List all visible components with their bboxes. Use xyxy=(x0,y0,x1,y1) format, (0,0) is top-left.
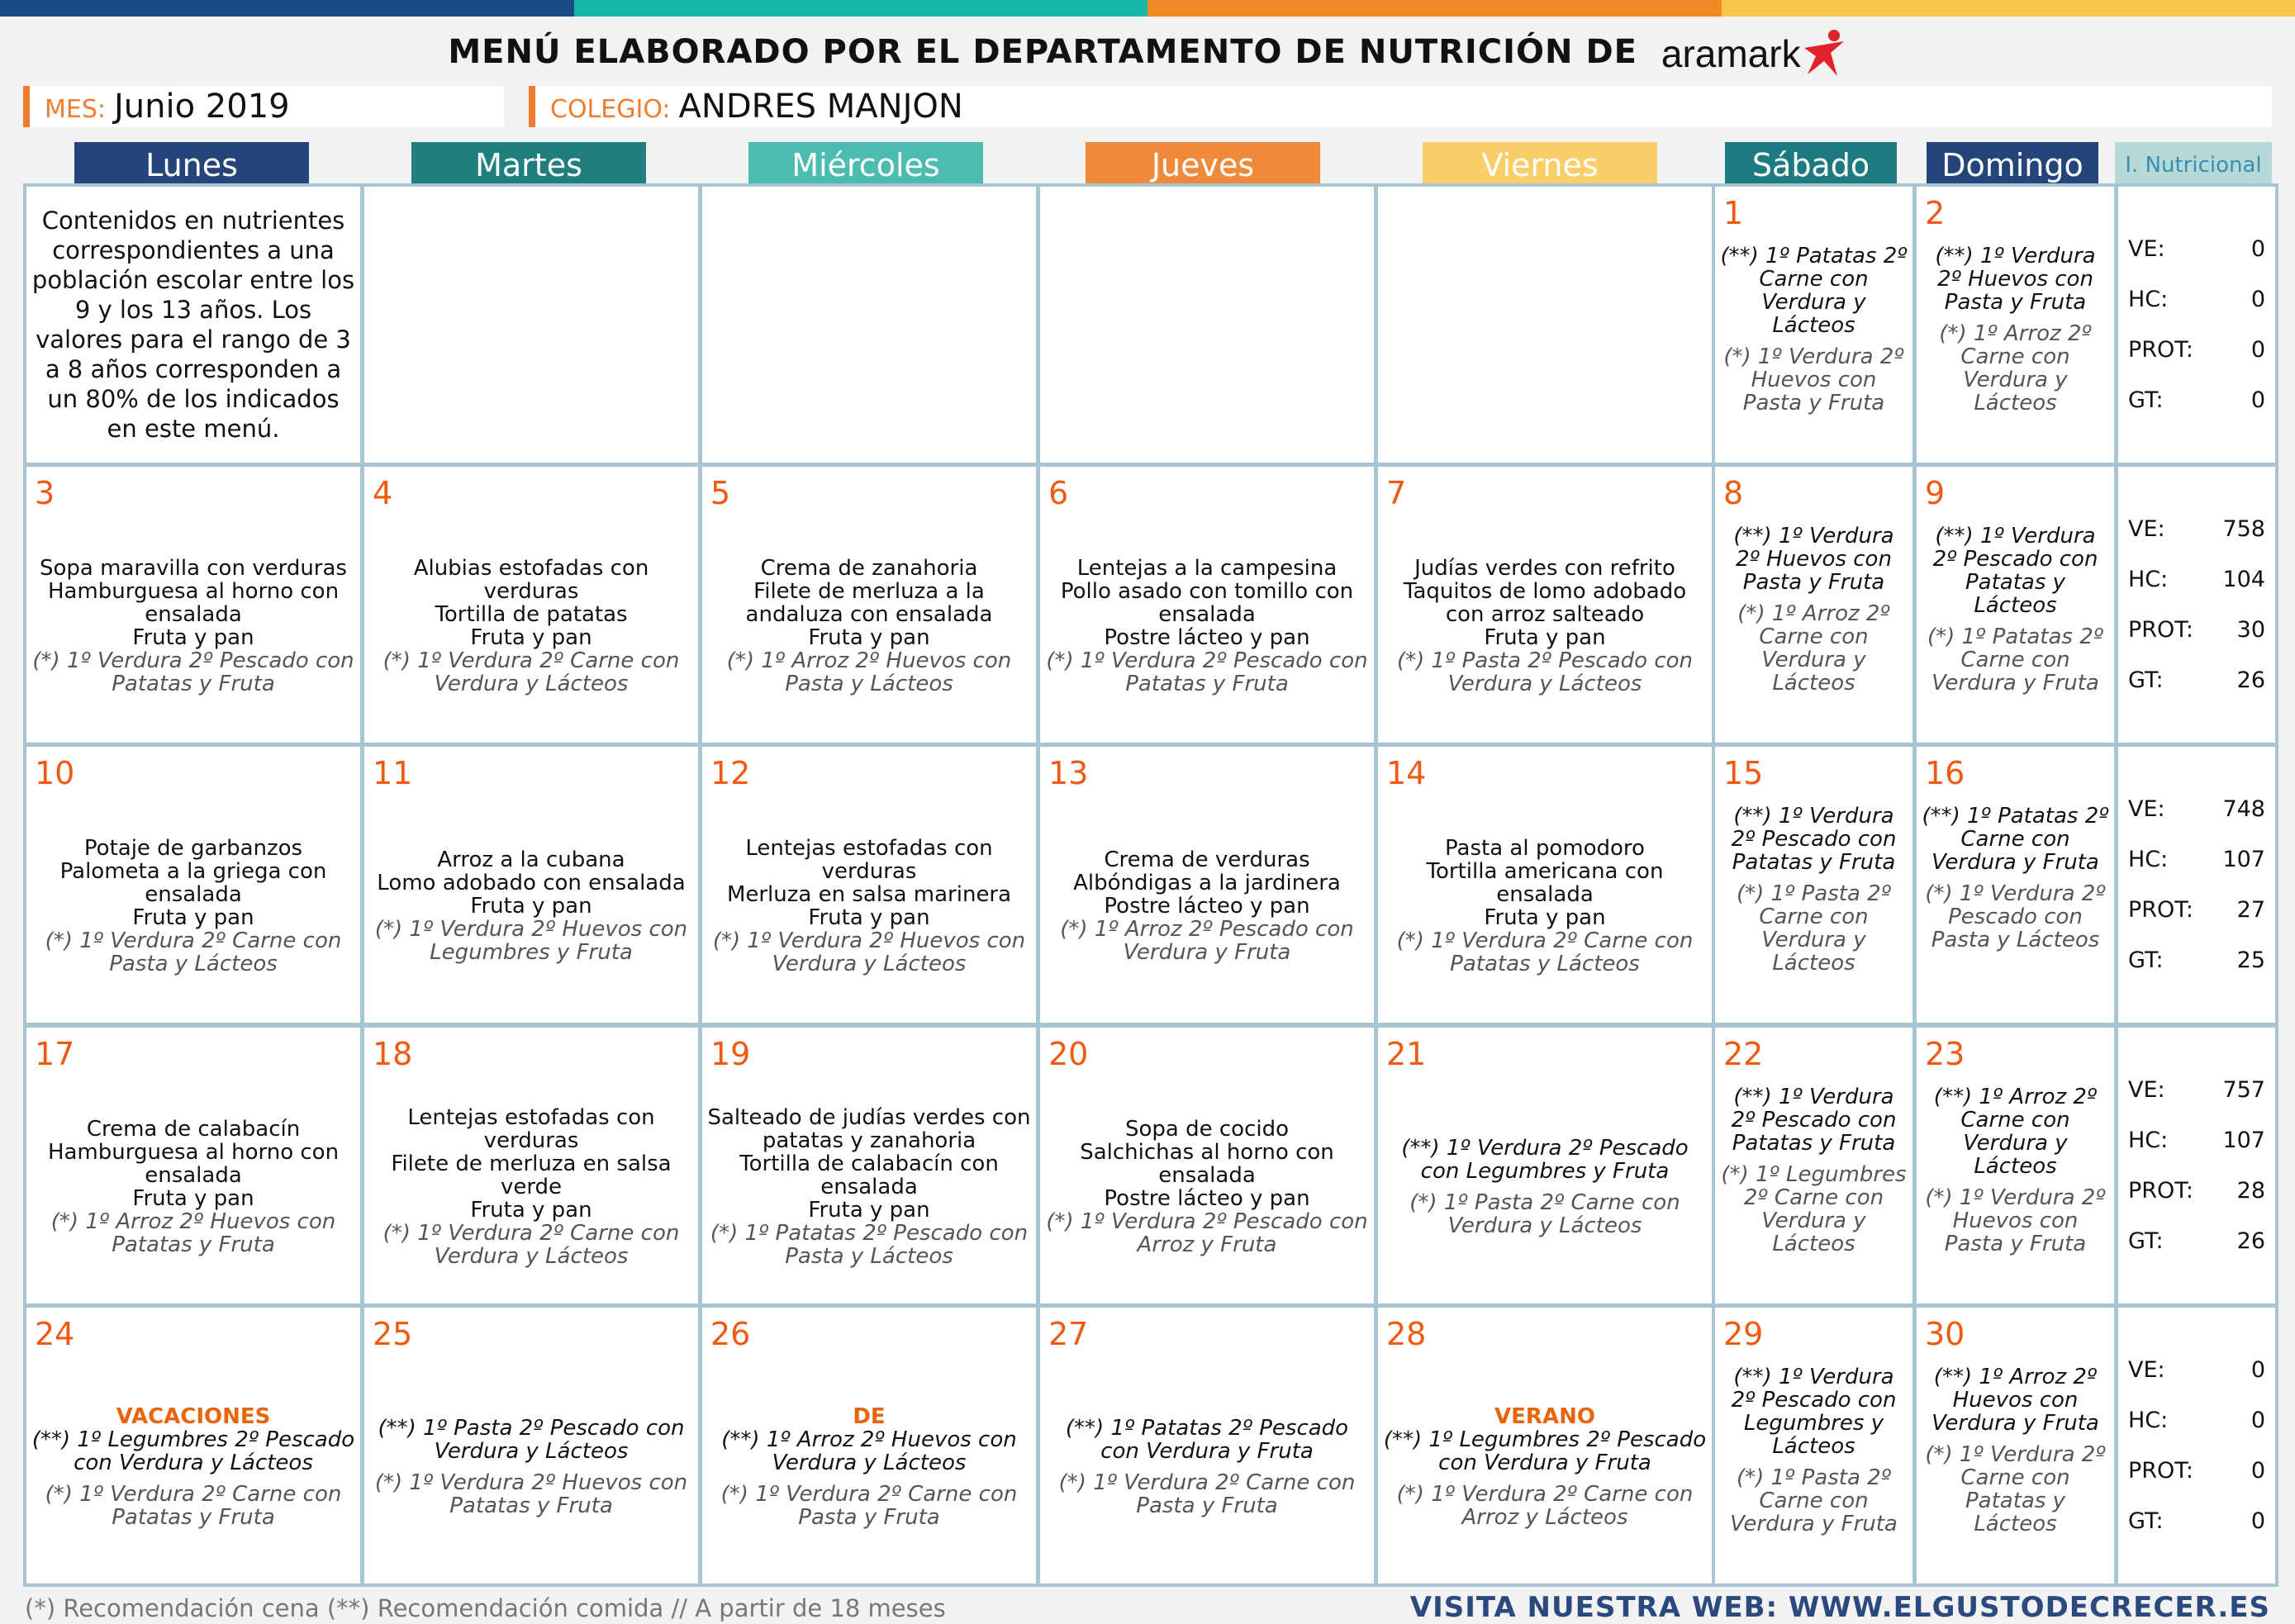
menu-item: Fruta y pan xyxy=(132,906,254,929)
day-cell xyxy=(1375,1024,1715,1307)
day-cell xyxy=(1913,183,2117,466)
dinner-recommendation: (*) 1º Verdura 2º Carne con Arroz y Lácteos xyxy=(1383,1483,1707,1529)
dinner-recommendation: (*) 1º Verdura 2º Pescado con Patatas y Fruta xyxy=(1045,649,1369,696)
dinner-recommendation: (*) 1º Verdura 2º Carne con Verdura y Lácteos xyxy=(369,649,693,696)
nutrient-value: 0 xyxy=(2251,1408,2265,1433)
menu-item: Crema de zanahoria xyxy=(761,557,978,580)
nutrient-value: 0 xyxy=(2251,287,2265,312)
empty-day-cell xyxy=(361,183,701,466)
top-bar-segment xyxy=(0,0,574,17)
day-number: 10 xyxy=(35,755,74,791)
nutrient-label: PROT: xyxy=(2128,897,2193,923)
empty-day-cell xyxy=(699,183,1039,466)
nutrient-label: GT: xyxy=(2128,1508,2164,1534)
menu-item: Taquitos de lomo adobado con arroz salteado xyxy=(1383,580,1707,626)
menu-content xyxy=(1922,525,2109,734)
day-number: 8 xyxy=(1723,475,1743,511)
nutrient-value: 0 xyxy=(2251,337,2265,363)
menu-content xyxy=(31,1079,355,1295)
nutrient-value: 25 xyxy=(2237,947,2265,973)
nutrient-label: GT: xyxy=(2128,947,2164,973)
menu-item: Filete de merluza a la andaluza con ensalada xyxy=(707,580,1031,626)
lunch-recommendation: (**) 1º Verdura 2º Pescado con Legumbres y Fruta xyxy=(1383,1137,1707,1183)
dinner-recommendation: (*) 1º Legumbres 2º Carne con Verdura y Lácteos xyxy=(1720,1163,1908,1256)
dinner-recommendation: (*) 1º Arroz 2º Huevos con Pasta y Lácteos xyxy=(707,649,1031,696)
day-number: 4 xyxy=(373,475,392,511)
day-number: 19 xyxy=(710,1036,750,1072)
day-cell xyxy=(361,463,701,746)
day-number: 17 xyxy=(35,1036,74,1072)
lunch-recommendation: (**) 1º Patatas 2º Carne con Verdura y Fruta xyxy=(1922,805,2109,874)
day-number: 6 xyxy=(1048,475,1068,511)
nutrient-value: 757 xyxy=(2222,1077,2265,1103)
menu-item: Fruta y pan xyxy=(808,626,929,649)
menu-content xyxy=(1045,1079,1369,1295)
empty-day-cell xyxy=(1375,183,1715,466)
nutrient-value: 30 xyxy=(2237,617,2265,643)
menu-item: Palometa a la griega con ensalada xyxy=(31,860,355,906)
menu-item: Pasta al pomodoro xyxy=(1445,837,1645,860)
nutrition-row xyxy=(2118,834,2275,885)
day-cell xyxy=(361,1304,701,1587)
dinner-recommendation: (*) 1º Arroz 2º Carne con Verdura y Lácteos xyxy=(1720,602,1908,695)
day-number: 16 xyxy=(1925,755,1965,791)
menu-item: Fruta y pan xyxy=(808,1199,929,1222)
day-cell xyxy=(23,1024,363,1307)
dinner-recommendation: (*) 1º Pasta 2º Carne con Verdura y Fruta xyxy=(1720,1466,1908,1536)
menu-item: Postre lácteo y pan xyxy=(1104,1187,1309,1210)
dinner-recommendation: (*) 1º Verdura 2º Pescado con Patatas y Fruta xyxy=(31,649,355,696)
lunch-recommendation: (**) 1º Patatas 2º Carne con Verdura y Lácteos xyxy=(1720,245,1908,337)
menu-content xyxy=(1045,798,1369,1014)
nutrition-row xyxy=(2118,274,2275,325)
intro-text: Contenidos en nutrientes correspondientes a una población escolar entre los 9 y los 13 años. Los valores para el rango de 3 a 8 años corresponden a un 80% de los indicados en este menú. xyxy=(31,206,355,444)
nutrient-label: HC: xyxy=(2128,1408,2168,1433)
menu-content xyxy=(1045,518,1369,734)
menu-item: Postre lácteo y pan xyxy=(1104,895,1309,918)
lunch-recommendation: (**) 1º Verdura 2º Huevos con Pasta y Fruta xyxy=(1922,245,2109,314)
dinner-recommendation: (*) 1º Pasta 2º Pescado con Verdura y Lácteos xyxy=(1383,649,1707,696)
dinner-recommendation: (*) 1º Patatas 2º Carne con Verdura y Fruta xyxy=(1922,625,2109,695)
day-cell xyxy=(23,1304,363,1587)
nutrition-values xyxy=(2118,1065,2275,1266)
menu-item: Fruta y pan xyxy=(1484,626,1605,649)
menu-content xyxy=(707,1079,1031,1295)
dinner-recommendation: (*) 1º Verdura 2º Huevos con Pasta y Fruta xyxy=(1720,345,1908,415)
menu-content xyxy=(369,518,693,734)
menu-content xyxy=(1383,1079,1707,1295)
menu-content xyxy=(369,1359,693,1575)
day-cell xyxy=(1913,463,2117,746)
nutrition-values xyxy=(2118,504,2275,705)
dinner-recommendation: (*) 1º Verdura 2º Carne con Verdura y Lácteos xyxy=(369,1222,693,1268)
day-number: 25 xyxy=(373,1316,412,1352)
day-number: 18 xyxy=(373,1036,412,1072)
nutrition-row xyxy=(2118,1446,2275,1496)
nutrition-row xyxy=(2118,784,2275,834)
nutrition-row xyxy=(2118,1115,2275,1166)
day-cell xyxy=(1913,1024,2117,1307)
day-cell xyxy=(1037,463,1377,746)
dinner-recommendation: (*) 1º Verdura 2º Carne con Patatas y Lácteos xyxy=(1922,1443,2109,1536)
nutrition-row xyxy=(2118,1496,2275,1546)
menu-content xyxy=(1720,805,1908,1014)
nutrient-value: 28 xyxy=(2237,1178,2265,1204)
nutrition-row xyxy=(2118,1166,2275,1216)
nutrient-value: 107 xyxy=(2222,847,2265,872)
nutrient-label: PROT: xyxy=(2128,337,2193,363)
menu-item: Tortilla de patatas xyxy=(435,603,627,626)
menu-item: Crema de calabacín xyxy=(87,1118,300,1141)
nutrient-value: 27 xyxy=(2237,897,2265,923)
nutrition-row xyxy=(2118,1395,2275,1446)
day-header-1: Martes xyxy=(411,142,646,183)
menu-item: Crema de verduras xyxy=(1104,848,1309,871)
lunch-recommendation: (**) 1º Pasta 2º Pescado con Verdura y Lácteos xyxy=(369,1417,693,1463)
day-number: 23 xyxy=(1925,1036,1965,1072)
menu-item: Fruta y pan xyxy=(470,626,592,649)
day-cell xyxy=(1037,1024,1377,1307)
dinner-recommendation: (*) 1º Pasta 2º Carne con Verdura y Lácteos xyxy=(1383,1191,1707,1237)
nutrient-label: GT: xyxy=(2128,1228,2164,1254)
menu-content xyxy=(1383,518,1707,734)
dinner-recommendation: (*) 1º Verdura 2º Pescado con Pasta y Lácteos xyxy=(1922,882,2109,952)
nutrition-row xyxy=(2118,935,2275,985)
menu-item: Fruta y pan xyxy=(132,1187,254,1210)
day-number: 14 xyxy=(1386,755,1426,791)
menu-content xyxy=(1383,798,1707,1014)
holiday-note: VACACIONES xyxy=(116,1405,271,1428)
menu-item: Hamburguesa al horno con ensalada xyxy=(31,1141,355,1187)
nutrient-label: PROT: xyxy=(2128,1178,2193,1204)
nutrient-label: VE: xyxy=(2128,1077,2165,1103)
menu-item: Lomo adobado con ensalada xyxy=(377,871,685,895)
nutrition-row xyxy=(2118,375,2275,425)
lunch-recommendation: (**) 1º Legumbres 2º Pescado con Verdura y Lácteos xyxy=(31,1428,355,1474)
day-number: 26 xyxy=(710,1316,750,1352)
day-number: 24 xyxy=(35,1316,74,1352)
menu-item: Tortilla americana con ensalada xyxy=(1383,860,1707,906)
day-cell xyxy=(1037,1304,1377,1587)
nutrition-row xyxy=(2118,224,2275,274)
page-title xyxy=(0,28,2295,79)
lunch-recommendation: (**) 1º Verdura 2º Pescado con Patatas y Fruta xyxy=(1720,805,1908,874)
title-text: MENÚ ELABORADO POR EL DEPARTAMENTO DE NUTRICIÓN DE xyxy=(448,33,1637,71)
day-cell xyxy=(361,1024,701,1307)
day-number: 5 xyxy=(710,475,730,511)
dinner-recommendation: (*) 1º Verdura 2º Carne con Pasta y Lácteos xyxy=(31,929,355,976)
day-cell xyxy=(1375,1304,1715,1587)
menu-item: Salteado de judías verdes con patatas y zanahoria xyxy=(707,1106,1031,1152)
top-color-bar xyxy=(0,0,2295,17)
day-number: 29 xyxy=(1723,1316,1763,1352)
nutrient-value: 758 xyxy=(2222,516,2265,542)
nutrient-value: 0 xyxy=(2251,1508,2265,1534)
dinner-recommendation: (*) 1º Verdura 2º Carne con Patatas y Lácteos xyxy=(1383,929,1707,976)
day-cell xyxy=(23,183,363,466)
day-number: 30 xyxy=(1925,1316,1965,1352)
dinner-recommendation: (*) 1º Verdura 2º Huevos con Pasta y Fruta xyxy=(1922,1186,2109,1256)
day-number: 28 xyxy=(1386,1316,1426,1352)
dinner-recommendation: (*) 1º Pasta 2º Carne con Verdura y Lácteos xyxy=(1720,882,1908,975)
menu-item: Sopa de cocido xyxy=(1125,1118,1289,1141)
month-label: MES: xyxy=(45,95,106,127)
day-cell xyxy=(23,463,363,746)
day-header-2: Miércoles xyxy=(748,142,983,183)
menu-item: Sopa maravilla con verduras xyxy=(40,557,347,580)
day-number: 21 xyxy=(1386,1036,1426,1072)
day-cell xyxy=(23,743,363,1026)
menu-content xyxy=(369,1079,693,1295)
menu-item: Postre lácteo y pan xyxy=(1104,626,1309,649)
nutrition-values xyxy=(2118,784,2275,985)
nutrient-value: 748 xyxy=(2222,796,2265,822)
dinner-recommendation: (*) 1º Patatas 2º Pescado con Pasta y Lácteos xyxy=(707,1222,1031,1268)
menu-item: Pollo asado con tomillo con ensalada xyxy=(1045,580,1369,626)
nutrition-cell xyxy=(2115,463,2278,746)
day-cell xyxy=(1712,1024,1916,1307)
nutrient-value: 0 xyxy=(2251,1458,2265,1484)
nutrient-value: 26 xyxy=(2237,667,2265,693)
day-cell xyxy=(699,743,1039,1026)
day-cell xyxy=(1037,743,1377,1026)
menu-content xyxy=(707,1359,1031,1575)
nutrition-row xyxy=(2118,325,2275,375)
nutrient-value: 26 xyxy=(2237,1228,2265,1254)
menu-item: Albóndigas a la jardinera xyxy=(1073,871,1341,895)
top-bar-segment xyxy=(574,0,1148,17)
menu-item: Potaje de garbanzos xyxy=(84,837,302,860)
dinner-recommendation: (*) 1º Arroz 2º Pescado con Verdura y Fruta xyxy=(1045,918,1369,964)
nutrition-cell xyxy=(2115,743,2278,1026)
day-number: 27 xyxy=(1048,1316,1088,1352)
menu-item: Fruta y pan xyxy=(808,906,929,929)
nutrient-label: GT: xyxy=(2128,667,2164,693)
day-cell xyxy=(699,1024,1039,1307)
nutrient-label: VE: xyxy=(2128,796,2165,822)
lunch-recommendation: (**) 1º Arroz 2º Huevos con Verdura y Lácteos xyxy=(707,1428,1031,1474)
nutrition-row xyxy=(2118,504,2275,554)
nutrient-value: 104 xyxy=(2222,567,2265,592)
lunch-recommendation: (**) 1º Verdura 2º Pescado con Patatas y Lácteos xyxy=(1922,525,2109,617)
day-cell xyxy=(1712,183,1916,466)
nutrient-label: PROT: xyxy=(2128,1458,2193,1484)
nutrient-label: HC: xyxy=(2128,847,2168,872)
nutrient-label: VE: xyxy=(2128,516,2165,542)
menu-item: Hamburguesa al horno con ensalada xyxy=(31,580,355,626)
nutrition-cell xyxy=(2115,183,2278,466)
nutrition-cell xyxy=(2115,1304,2278,1587)
lunch-recommendation: (**) 1º Verdura 2º Pescado con Patatas y Fruta xyxy=(1720,1085,1908,1155)
nutrient-label: VE: xyxy=(2128,1357,2165,1383)
nutrition-row xyxy=(2118,1345,2275,1395)
menu-content xyxy=(1922,1365,2109,1575)
lunch-recommendation: (**) 1º Verdura 2º Pescado con Legumbres y Lácteos xyxy=(1720,1365,1908,1458)
menu-content xyxy=(707,518,1031,734)
menu-item: Salchichas al horno con ensalada xyxy=(1045,1141,1369,1187)
menu-item: Filete de merluza en salsa verde xyxy=(369,1152,693,1199)
month-value: Junio 2019 xyxy=(114,88,290,127)
nutrition-row xyxy=(2118,655,2275,705)
day-number: 9 xyxy=(1925,475,1945,511)
day-header-3: Jueves xyxy=(1086,142,1320,183)
day-number: 12 xyxy=(710,755,750,791)
day-cell xyxy=(361,743,701,1026)
day-cell xyxy=(1712,743,1916,1026)
nutrition-header: I. Nutricional xyxy=(2115,142,2272,183)
menu-content xyxy=(31,1359,355,1575)
top-bar-segment xyxy=(1722,0,2295,17)
menu-item: Lentejas estofadas con verduras xyxy=(707,837,1031,883)
nutrition-cell xyxy=(2115,1024,2278,1307)
nutrition-row xyxy=(2118,1216,2275,1266)
menu-item: Fruta y pan xyxy=(470,895,592,918)
menu-item: Judías verdes con refrito xyxy=(1414,557,1675,580)
day-header-4: Viernes xyxy=(1423,142,1657,183)
lunch-recommendation: (**) 1º Arroz 2º Huevos con Verdura y Fruta xyxy=(1922,1365,2109,1435)
nutrient-label: GT: xyxy=(2128,387,2164,413)
menu-content xyxy=(1720,245,1908,454)
day-header-0: Lunes xyxy=(74,142,309,183)
day-number: 3 xyxy=(35,475,55,511)
nutrition-values xyxy=(2118,1345,2275,1546)
footer-website-link[interactable]: VISITA NUESTRA WEB: WWW.ELGUSTODECRECER.ES xyxy=(1410,1591,2270,1624)
menu-content xyxy=(707,798,1031,1014)
nutrient-value: 107 xyxy=(2222,1128,2265,1153)
menu-item: Merluza en salsa marinera xyxy=(727,883,1011,906)
day-cell xyxy=(1913,1304,2117,1587)
school-value: ANDRES MANJON xyxy=(679,88,963,127)
day-cell xyxy=(699,1304,1039,1587)
day-number: 7 xyxy=(1386,475,1406,511)
dinner-recommendation: (*) 1º Verdura 2º Huevos con Legumbres y Fruta xyxy=(369,918,693,964)
nutrition-row xyxy=(2118,605,2275,655)
nutrient-label: HC: xyxy=(2128,1128,2168,1153)
menu-content xyxy=(1922,805,2109,1014)
dinner-recommendation: (*) 1º Verdura 2º Huevos con Verdura y Lácteos xyxy=(707,929,1031,976)
day-header-6: Domingo xyxy=(1927,142,2098,183)
menu-content xyxy=(1383,1359,1707,1575)
day-cell xyxy=(1712,1304,1916,1587)
nutrient-value: 0 xyxy=(2251,387,2265,413)
dinner-recommendation: (*) 1º Verdura 2º Huevos con Patatas y Fruta xyxy=(369,1471,693,1517)
menu-content xyxy=(369,798,693,1014)
dinner-recommendation: (*) 1º Verdura 2º Carne con Pasta y Fruta xyxy=(707,1483,1031,1529)
menu-item: Lentejas a la campesina xyxy=(1077,557,1338,580)
day-cell xyxy=(699,463,1039,746)
star-person-icon xyxy=(1801,28,1847,79)
dinner-recommendation: (*) 1º Verdura 2º Carne con Patatas y Fruta xyxy=(31,1483,355,1529)
dinner-recommendation: (*) 1º Verdura 2º Carne con Pasta y Fruta xyxy=(1045,1471,1369,1517)
nutrient-label: HC: xyxy=(2128,567,2168,592)
lunch-recommendation: (**) 1º Legumbres 2º Pescado con Verdura y Fruta xyxy=(1383,1428,1707,1474)
nutrition-values xyxy=(2118,224,2275,425)
logo-text: aramark xyxy=(1661,31,1801,76)
nutrition-row xyxy=(2118,885,2275,935)
menu-content xyxy=(31,798,355,1014)
lunch-recommendation: (**) 1º Patatas 2º Pescado con Verdura y Fruta xyxy=(1045,1417,1369,1463)
day-number: 2 xyxy=(1925,195,1945,231)
top-bar-segment xyxy=(1148,0,1722,17)
menu-content xyxy=(1922,245,2109,454)
school-field xyxy=(529,86,2272,127)
day-number: 11 xyxy=(373,755,412,791)
menu-content xyxy=(1045,1359,1369,1575)
menu-content xyxy=(1922,1085,2109,1295)
holiday-note: DE xyxy=(853,1405,885,1428)
menu-content xyxy=(1720,1365,1908,1575)
menu-item: Alubias estofadas con verduras xyxy=(369,557,693,603)
day-cell xyxy=(1375,463,1715,746)
dinner-recommendation: (*) 1º Arroz 2º Carne con Verdura y Lácteos xyxy=(1922,322,2109,415)
aramark-logo xyxy=(1661,28,1847,79)
day-cell xyxy=(1375,743,1715,1026)
nutrient-label: HC: xyxy=(2128,287,2168,312)
nutrition-row xyxy=(2118,554,2275,605)
lunch-recommendation: (**) 1º Arroz 2º Carne con Verdura y Lácteos xyxy=(1922,1085,2109,1178)
menu-content xyxy=(1720,1085,1908,1295)
day-number: 22 xyxy=(1723,1036,1763,1072)
menu-item: Arroz a la cubana xyxy=(437,848,625,871)
nutrient-value: 0 xyxy=(2251,236,2265,262)
school-label: COLEGIO: xyxy=(550,95,671,127)
intro-content xyxy=(31,195,355,454)
nutrition-row xyxy=(2118,1065,2275,1115)
day-cell xyxy=(1913,743,2117,1026)
dinner-recommendation: (*) 1º Arroz 2º Huevos con Patatas y Fruta xyxy=(31,1210,355,1256)
menu-content xyxy=(31,518,355,734)
lunch-recommendation: (**) 1º Verdura 2º Huevos con Pasta y Fruta xyxy=(1720,525,1908,594)
dinner-recommendation: (*) 1º Verdura 2º Pescado con Arroz y Fruta xyxy=(1045,1210,1369,1256)
menu-item: Lentejas estofadas con verduras xyxy=(369,1106,693,1152)
footer-legend: (*) Recomendación cena (**) Recomendación comida // A partir de 18 meses xyxy=(25,1594,946,1622)
holiday-note: VERANO xyxy=(1494,1405,1595,1428)
nutrient-label: PROT: xyxy=(2128,617,2193,643)
day-cell xyxy=(1712,463,1916,746)
day-number: 1 xyxy=(1723,195,1743,231)
empty-day-cell xyxy=(1037,183,1377,466)
day-header-5: Sábado xyxy=(1725,142,1897,183)
menu-item: Fruta y pan xyxy=(470,1199,592,1222)
menu-item: Fruta y pan xyxy=(1484,906,1605,929)
menu-content xyxy=(1720,525,1908,734)
menu-item: Tortilla de calabacín con ensalada xyxy=(707,1152,1031,1199)
day-number: 20 xyxy=(1048,1036,1088,1072)
menu-item: Fruta y pan xyxy=(132,626,254,649)
nutrient-value: 0 xyxy=(2251,1357,2265,1383)
day-number: 13 xyxy=(1048,755,1088,791)
day-number: 15 xyxy=(1723,755,1763,791)
nutrient-label: VE: xyxy=(2128,236,2165,262)
month-field xyxy=(23,86,504,127)
